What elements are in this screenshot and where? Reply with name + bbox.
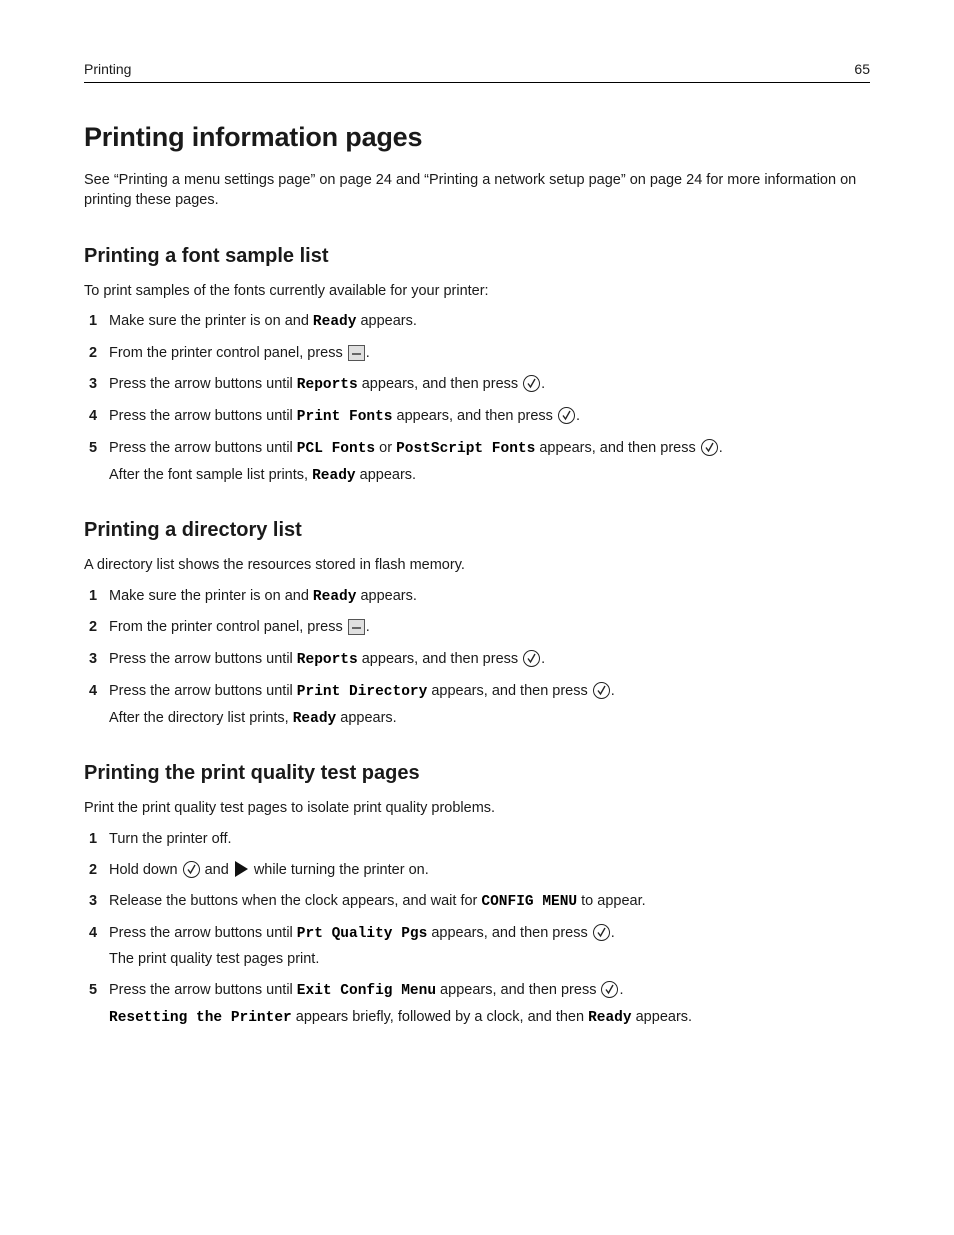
font-list-note: After the font sample list prints, Ready appears.: [109, 467, 417, 484]
right-arrow-icon: [235, 861, 248, 877]
checkmark-select-icon: [701, 439, 718, 456]
display-message: Ready: [292, 711, 337, 727]
display-message: Ready: [312, 468, 356, 484]
display-message: CONFIG MENU: [481, 894, 578, 910]
quality-lead: Print the print quality test pages to isolate print quality problems.: [84, 800, 496, 816]
step-number: 2: [89, 862, 98, 878]
heading-print-quality: Printing the print quality test pages: [84, 762, 420, 784]
quality-note-4: The print quality test pages print.: [109, 951, 320, 967]
step-number: 5: [89, 440, 98, 456]
page-number: 65: [854, 61, 870, 77]
intro-paragraph: See “Printing a menu settings page” on page 24 and “Printing a network setup page” on page 24 for more information on printing these pages.: [84, 172, 857, 208]
menu-button-icon: [348, 619, 365, 635]
display-message: Resetting the Printer: [109, 1010, 292, 1026]
checkmark-select-icon: [523, 650, 540, 667]
page-title: Printing information pages: [84, 122, 423, 152]
heading-directory-list: Printing a directory list: [84, 519, 302, 541]
checkmark-select-icon: [183, 861, 200, 878]
checkmark-select-icon: [601, 981, 618, 998]
step-number: 4: [89, 683, 98, 699]
display-message: Reports: [296, 377, 358, 393]
step-number: 3: [89, 376, 98, 392]
step-number: 1: [89, 588, 98, 604]
step-number: 1: [89, 313, 98, 329]
display-message: Exit Config Menu: [296, 983, 437, 999]
heading-font-sample-list: Printing a font sample list: [84, 245, 329, 267]
page-header: [84, 60, 870, 83]
display-message: Ready: [312, 589, 357, 605]
checkmark-select-icon: [593, 924, 610, 941]
display-message: PostScript Fonts: [396, 441, 536, 457]
display-message: Prt Quality Pgs: [296, 926, 428, 942]
step-number: 3: [89, 893, 98, 909]
font-list-lead: To print samples of the fonts currently available for your printer:: [84, 283, 489, 299]
display-message: PCL Fonts: [296, 441, 376, 457]
dir-list-lead: A directory list shows the resources stored in flash memory.: [84, 557, 465, 573]
step-number: 2: [89, 345, 98, 361]
header-section-title: Printing: [84, 61, 132, 77]
step-number: 4: [89, 925, 98, 941]
checkmark-select-icon: [523, 375, 540, 392]
display-message: Reports: [296, 652, 358, 668]
step-number: 5: [89, 982, 98, 998]
dir-list-note: After the directory list prints, Ready appears.: [109, 710, 397, 727]
display-message: Print Fonts: [296, 409, 393, 425]
display-message: Ready: [588, 1010, 632, 1026]
checkmark-select-icon: [558, 407, 575, 424]
checkmark-select-icon: [593, 682, 610, 699]
step-number: 4: [89, 408, 98, 424]
step-number: 2: [89, 619, 98, 635]
display-message: Print Directory: [296, 684, 428, 700]
quality-note-5: Resetting the Printer appears briefly, followed by a clock, and then Ready appears.: [109, 1009, 693, 1026]
menu-button-icon: [348, 345, 365, 361]
step-number: 1: [89, 831, 98, 847]
step-number: 3: [89, 651, 98, 667]
display-message: Ready: [312, 314, 357, 330]
